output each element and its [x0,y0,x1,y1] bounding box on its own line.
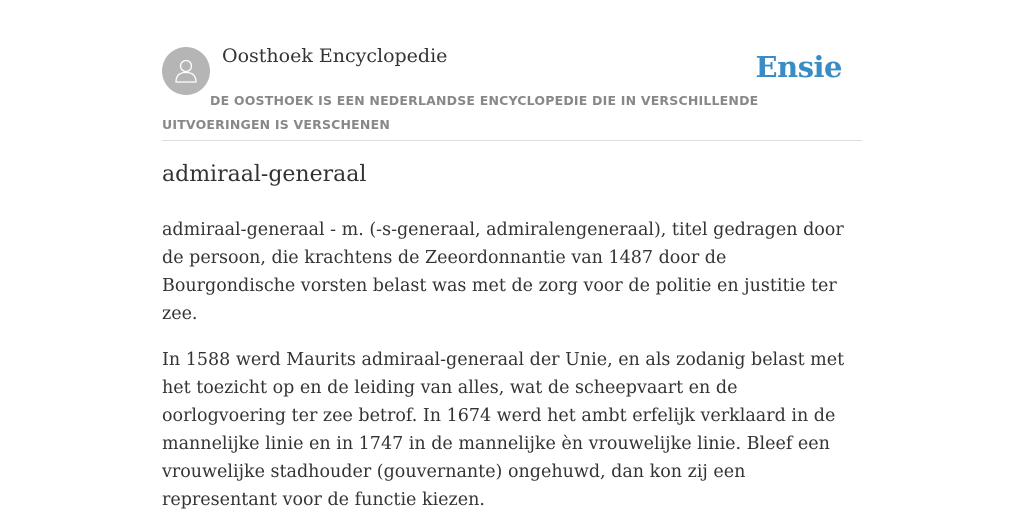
brand-logo[interactable]: Ensie [755,50,842,84]
page-container [162,0,862,510]
page-title: admiraal-generaal [162,162,367,187]
site-tagline: DE OOSTHOEK IS EEN NEDERLANDSE ENCYCLOPEDIE DIE IN VERSCHILLENDE UITVOERINGEN IS VERSCHENEN [162,93,759,132]
paragraph: In 1588 werd Maurits admiraal-generaal der Unie, en als zodanig belast met het toezicht op en de leiding van alles, wat de scheepvaart en de oorlogvoering ter zee betrof. In 1674 werd het ambt erfelijk verklaard in de mannelijke linie en in 1747 in de mannelijke èn vrouwelijke linie. Bleef een vrouwelijke stadhouder (gouvernante) ongehuwd, dan kon zij een representant voor de functie kiezen. [162,350,845,510]
site-title[interactable]: Oosthoek Encyclopedie [222,45,448,67]
avatar[interactable] [162,47,210,95]
entry-body [162,216,862,532]
paragraph: admiraal-generaal - m. (-s-generaal, admiralengeneraal), titel gedragen door de persoon, die krachtens de Zeeordonnantie van 1487 door de Bourgondische vorsten belast was met de zorg voor de politie en justitie ter zee. [162,220,844,324]
user-icon [171,56,201,86]
site-header [162,0,862,141]
